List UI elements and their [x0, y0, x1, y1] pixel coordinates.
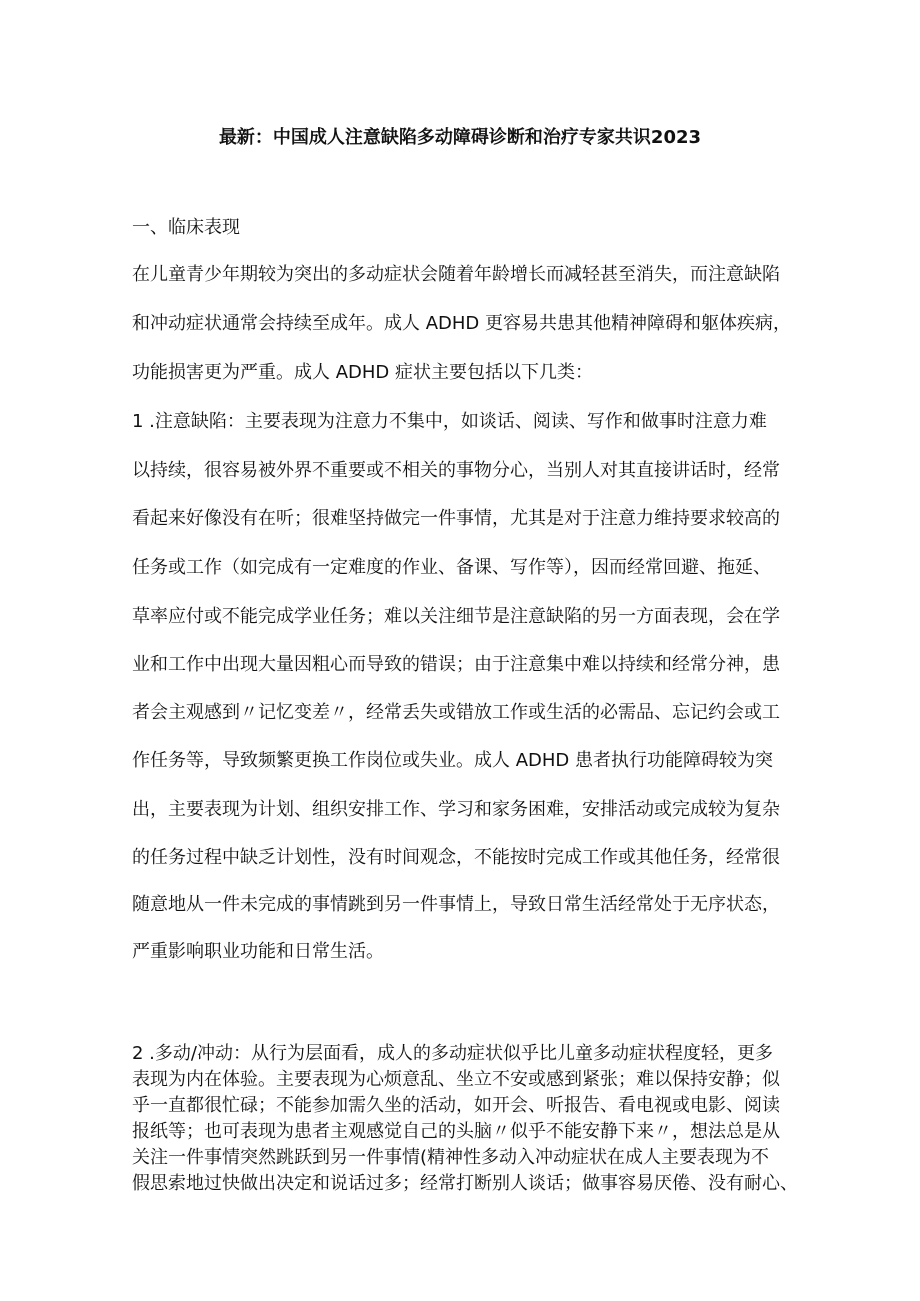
item1-line: 出，主要表现为计划、组织安排工作、学习和家务困难，安排活动或完成较为复杂	[132, 799, 780, 820]
item2-line: 表现为内在体验。主要表现为心烦意乱、坐立不安或感到紧张；难以保持安静；似	[132, 1069, 780, 1090]
document-title: 最新：中国成人注意缺陷多动障碍诊断和治疗专家共识2023	[218, 127, 702, 148]
item1-line: 任务或工作（如完成有一定难度的作业、备课、写作等），因而经常回避、拖延、	[132, 557, 771, 578]
item2-line: 关注一件事情突然跳跃到另一件事情(精神性多动入冲动症状在成人主要表现为不	[132, 1147, 770, 1168]
item1-line: 严重影响职业功能和日常生活。	[132, 941, 384, 962]
item1-line: 1 .注意缺陷：主要表现为注意力不集中，如谈话、阅读、写作和做事时注意力难	[132, 411, 767, 432]
item1-line: 的任务过程中缺乏计划性，没有时间观念，不能按时完成工作或其他任务，经常很	[132, 847, 780, 868]
intro-line: 在儿童青少年期较为突出的多动症状会随着年龄增长而减轻甚至消失，而注意缺陷	[132, 264, 780, 285]
item1-line: 以持续，很容易被外界不重要或不相关的事物分心，当别人对其直接讲话时，经常	[132, 460, 780, 481]
intro-line: 和冲动症状通常会持续至成年。成人 ADHD 更容易共患其他精神障碍和躯体疾病，	[132, 313, 792, 334]
intro-line: 功能损害更为严重。成人 ADHD 症状主要包括以下几类：	[132, 362, 594, 383]
item2-line: 乎一直都很忙碌；不能参加需久坐的活动，如开会、听报告、看电视或电影、阅读	[132, 1095, 780, 1116]
section-heading-clinical: 一、临床表现	[132, 217, 240, 238]
item1-line: 者会主观感到〃记忆变差〃，经常丢失或错放工作或生活的必需品、忘记约会或工	[132, 702, 780, 723]
item1-line: 业和工作中出现大量因粗心而导致的错误；由于注意集中难以持续和经常分神，患	[132, 654, 780, 675]
item1-line: 草率应付或不能完成学业任务；难以关注细节是注意缺陷的另一方面表现，会在学	[132, 606, 780, 627]
item1-line: 随意地从一件未完成的事情跳到另一件事情上，导致日常生活经常处于无序状态，	[132, 894, 780, 915]
item1-line: 看起来好像没有在听；很难坚持做完一件事情，尤其是对于注意力维持要求较高的	[132, 508, 780, 529]
item2-line: 2 .多动/冲动：从行为层面看，成人的多动症状似乎比儿童多动症状程度轻，更多	[132, 1043, 773, 1064]
item2-line: 假思索地过快做出决定和说话过多；经常打断别人谈话；做事容易厌倦、没有耐心、	[132, 1173, 798, 1194]
item2-line: 报纸等；也可表现为患者主观感觉自己的头脑〃似乎不能安静下来〃，想法总是从	[132, 1121, 780, 1142]
item1-line: 作任务等，导致频繁更换工作岗位或失业。成人 ADHD 患者执行功能障碍较为突	[132, 750, 774, 771]
